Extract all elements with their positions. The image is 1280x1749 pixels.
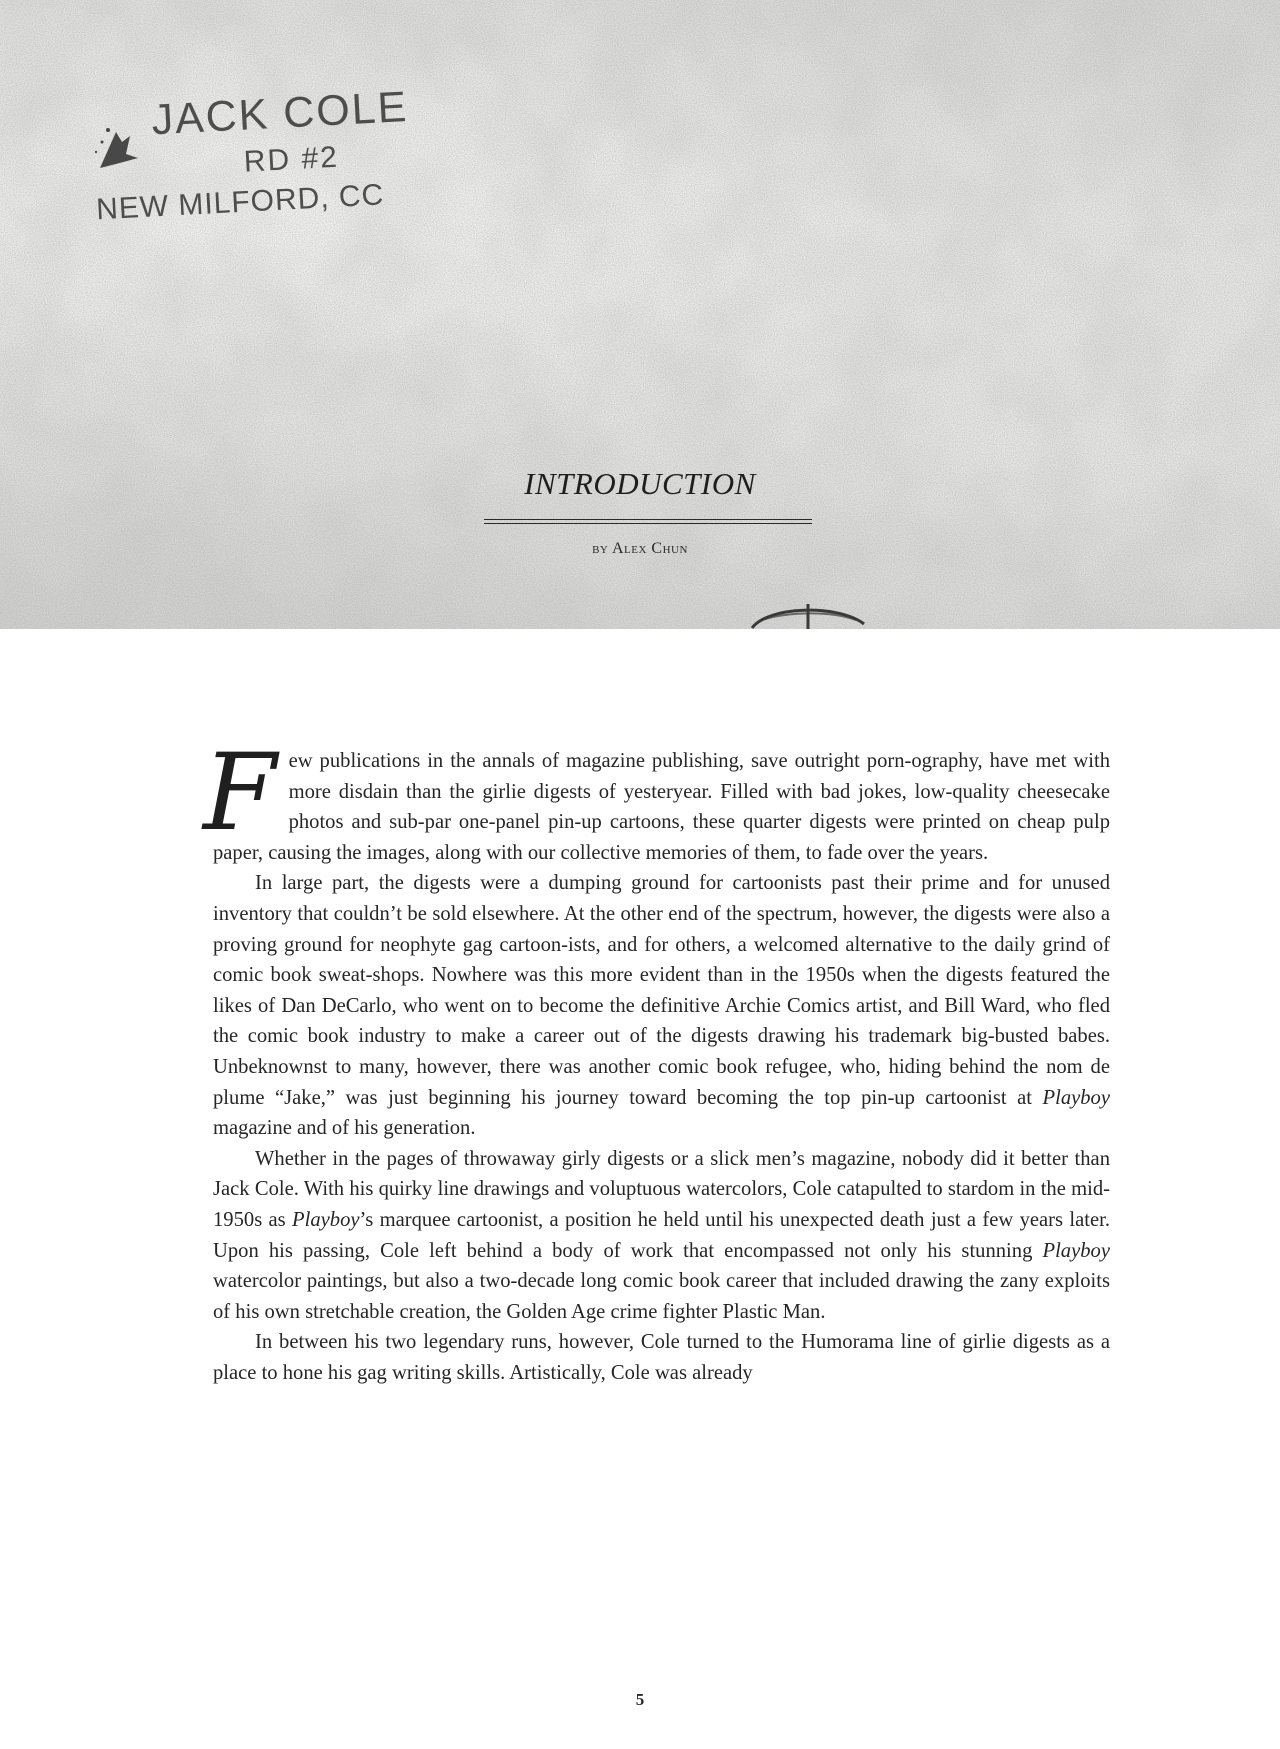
stamp-town: NEW MILFORD, CC <box>95 178 385 227</box>
paragraph-3 <box>213 1144 1110 1328</box>
paragraph-3-text-b: ’s marquee cartoonist, a position he held until his unexpected death just a few years later. Upon his passing, Cole left behind a body of work that encompassed not only his stunning <box>213 1208 1110 1262</box>
paragraph-2-text: In large part, the digests were a dumping ground for cartoonists past their prime and for unused inventory that couldn’t be sold elsewhere. At the other end of the spectrum, however, the digests were also a proving ground for neophyte gag cartoon-ists, and for others, a welcomed alternative to the daily grind of comic book sweat-shops. Nowhere was this more evident than in the 1950s when the digests featured the likes of Dan DeCarlo, who went on to become the definitive Archie Comics artist, and Bill Ward, who fled the comic book industry to make a career out of the digests drawing his trademark big-busted babes. Unbeknownst to many, however, there was another comic book refugee, who, hiding behind the nom de plume “Jake,” was just beginning his journey toward becoming the top pin-up cartoonist at <box>213 872 1110 1109</box>
byline-prefix: by <box>592 540 609 557</box>
byline <box>0 540 1280 558</box>
paragraph-2 <box>213 868 1110 1143</box>
paragraph-3-text-a: Whether in the pages of throwaway girly digests or a slick men’s magazine, nobody did it better than Jack Cole. With his quirky line drawings and voluptuous watercolors, Cole catapulted to stardom in the mid-1950s as <box>213 1147 1110 1231</box>
ink-smudge-icon <box>86 112 156 182</box>
title-divider <box>484 519 812 524</box>
paragraph-2-end: magazine and of his generation. <box>213 1117 476 1140</box>
paragraph-3-text-c: watercolor paintings, but also a two-decade long comic book career that included drawing the zany exploits of his own stretchable creation, the Golden Age crime fighter Plastic Man. <box>213 1270 1110 1323</box>
paragraph-1 <box>203 731 1110 868</box>
stamp-route: RD #2 <box>243 140 340 179</box>
byline-author: Alex Chun <box>611 540 688 557</box>
paragraph-1-text: ew publications in the annals of magazine publishing, save outright porn-ography, have met with more disdain than the girlie digests of yesteryear. Filled with bad jokes, low-quality cheesecake photos and sub-par one-panel pin-up cartoons, these quarter digests were printed on cheap pulp paper, causing the images, along with our collective memories of them, to fade over the years. <box>213 750 1110 864</box>
paragraph-4-text: In between his two legendary runs, however, Cole turned to the Humorama line of girlie digests as a place to hone his gag writing skills. Artistically, Cole was already <box>213 1331 1110 1384</box>
page-number: 5 <box>635 1690 645 1709</box>
article-body <box>203 731 1110 1388</box>
header-photo <box>0 0 1280 629</box>
paragraph-4 <box>213 1327 1110 1388</box>
magazine-title: Playboy <box>1042 1086 1110 1109</box>
stamp-name: JACK COLE <box>150 82 410 145</box>
magazine-title: Playboy <box>1042 1239 1110 1262</box>
chapter-title: INTRODUCTION <box>524 466 756 501</box>
drop-cap: F <box>203 731 277 854</box>
magazine-title: Playboy <box>292 1208 360 1231</box>
decorative-mark-icon <box>748 600 868 629</box>
